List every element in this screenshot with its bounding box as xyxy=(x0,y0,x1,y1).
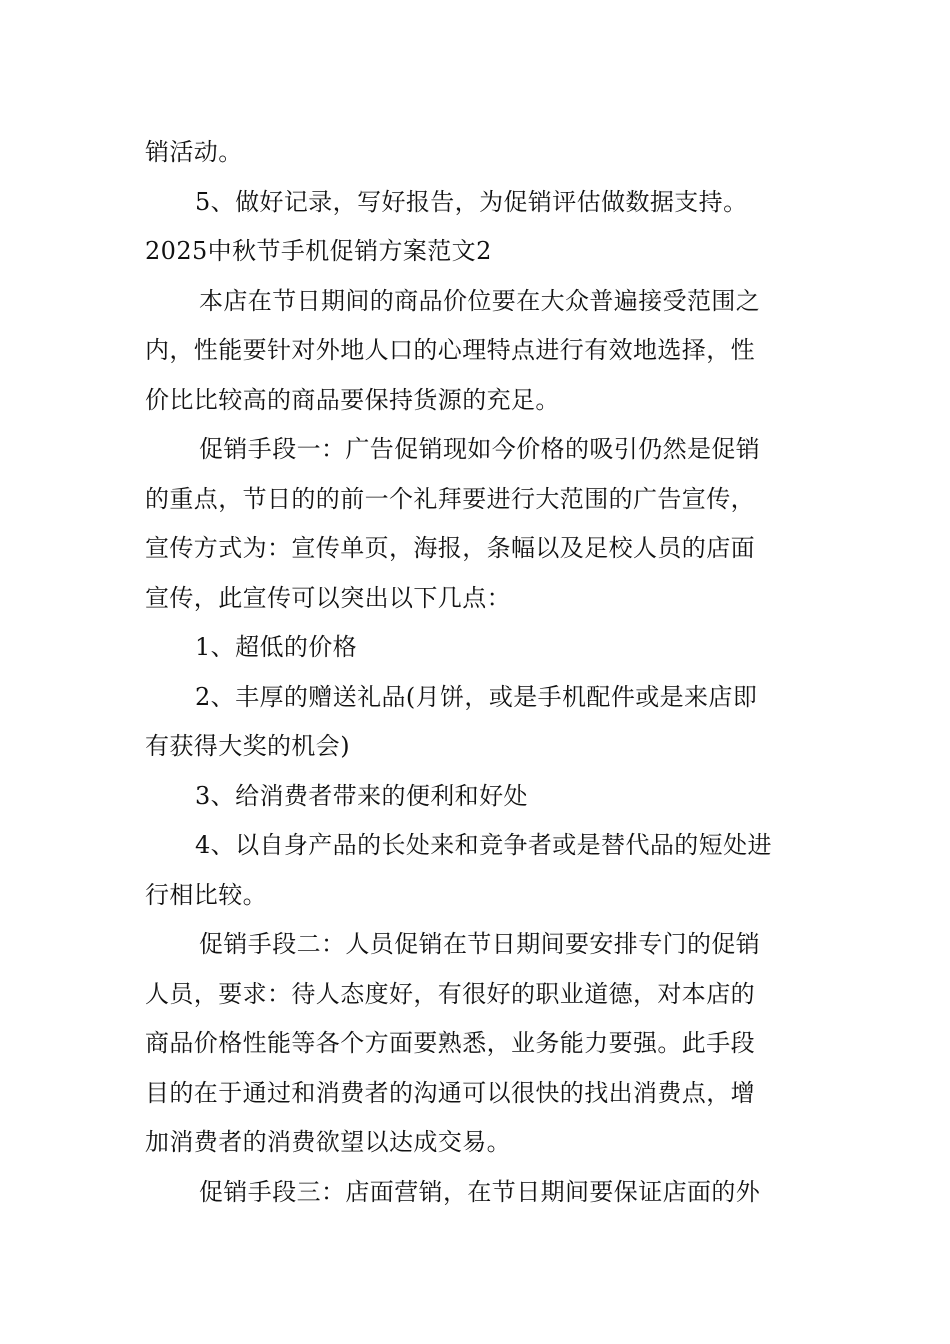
paragraph-line: 促销手段二：人员促销在节日期间要安排专门的促销 xyxy=(199,930,761,958)
paragraph-line: 价比比较高的商品要保持货源的充足。 xyxy=(145,385,560,414)
list-item-3: 3、给消费者带来的便利和好处 xyxy=(195,781,528,810)
section-title: 2025中秋节手机促销方案范文2 xyxy=(145,237,492,265)
list-item-4: 4、以自身产品的长处来和竞争者或是替代品的短处进 xyxy=(195,831,772,859)
paragraph-line: 销活动。 xyxy=(145,138,243,166)
paragraph-line: 内，性能要针对外地人口的心理特点进行有效地选择，性 xyxy=(145,336,755,364)
paragraph-line: 促销手段一：广告促销现如今价格的吸引仍然是促销 xyxy=(199,435,761,463)
document-page xyxy=(145,128,807,1217)
paragraph-line: 有获得大奖的机会) xyxy=(145,732,350,760)
paragraph-line: 本店在节日期间的商品价位要在大众普遍接受范围之 xyxy=(199,286,761,315)
paragraph-line: 加消费者的消费欲望以达成交易。 xyxy=(145,1128,511,1156)
paragraph-line: 人员，要求：待人态度好，有很好的职业道德，对本店的 xyxy=(145,979,755,1008)
paragraph-line: 目的在于通过和消费者的沟通可以很快的找出消费点，增 xyxy=(145,1078,755,1107)
paragraph-line: 行相比较。 xyxy=(145,880,267,909)
paragraph-line: 促销手段三：店面营销，在节日期间要保证店面的外 xyxy=(199,1177,761,1206)
paragraph-line: 宣传方式为：宣传单页，海报，条幅以及足校人员的店面 xyxy=(145,534,755,562)
list-item-5: 5、做好记录，写好报告，为促销评估做数据支持。 xyxy=(195,187,748,216)
list-item-2: 2、丰厚的赠送礼品(月饼，或是手机配件或是来店即 xyxy=(195,682,758,711)
list-item-1: 1、超低的价格 xyxy=(195,633,358,661)
paragraph-line: 商品价格性能等各个方面要熟悉，业务能力要强。此手段 xyxy=(145,1029,755,1057)
paragraph-line: 宣传，此宣传可以突出以下几点： xyxy=(145,583,511,612)
paragraph-line: 的重点，节日的的前一个礼拜要进行大范围的广告宣传， xyxy=(145,484,755,513)
